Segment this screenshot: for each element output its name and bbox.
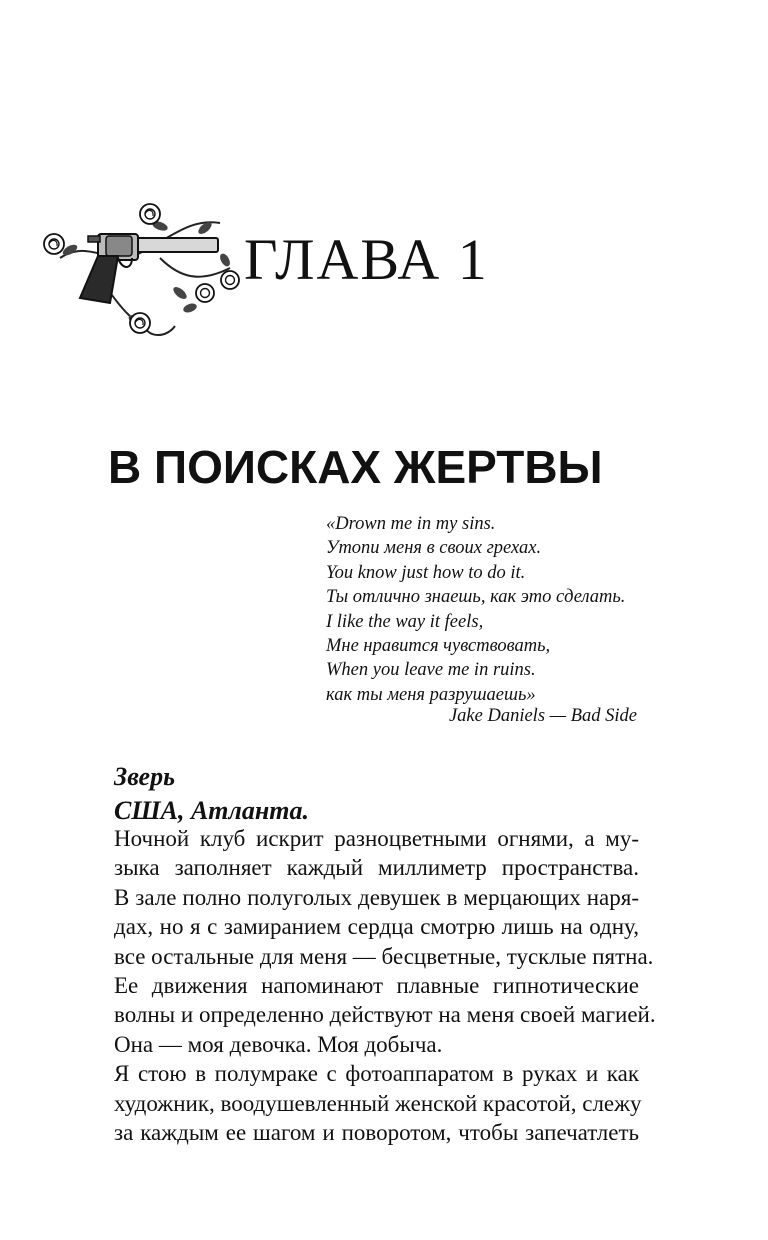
revolver-cylinder [106, 236, 132, 256]
text-line: волны и определенно действуют на меня своей магией. [114, 1002, 656, 1028]
rose-icon [130, 313, 150, 333]
text-line: за каждым ее шагом и поворотом, чтобы запечатлеть [114, 1120, 639, 1146]
rose-icon [221, 271, 239, 289]
text-line: зыка заполняет каждый миллиметр пространства. [114, 855, 639, 881]
epigraph-line: «Drown me in my sins. [326, 514, 496, 534]
epigraph [326, 512, 646, 707]
section-heading [114, 760, 309, 828]
pov-label: Зверь [114, 762, 175, 791]
text-line: дах, но я с замиранием сердца смотрю лишь на одну, [114, 914, 639, 940]
epigraph-line: Утопи меня в своих грехах. [326, 538, 542, 559]
epigraph-line: Мне нравится чувствовать, [326, 636, 551, 657]
text-line: Ее движения напоминают плавные гипнотические [114, 973, 639, 999]
text-line: В зале полно полуголых девушек в мерцающих наря- [114, 884, 639, 910]
text-line: Она — моя девочка. Моя добыча. [114, 1031, 443, 1057]
epigraph-line: You know just how to do it. [326, 562, 526, 583]
leaf [171, 285, 188, 301]
paragraph [81, 971, 656, 1059]
rose-icon [44, 234, 64, 254]
leaf [218, 252, 232, 268]
chapter-number: ГЛАВА 1 [244, 227, 489, 292]
paragraph [81, 824, 654, 971]
rose-icon [140, 204, 160, 224]
text-line: художник, воодушевленный женской красотой, слежу [114, 1090, 642, 1116]
location-label: США, Атланта. [114, 796, 310, 825]
thorn-vine [160, 258, 230, 277]
rose-icon [196, 284, 214, 302]
epigraph-line: как ты меня разрушаешь» [326, 684, 536, 705]
epigraph-line: Ты отлично знаешь, как это сделать. [326, 587, 626, 608]
text-line: Ночной клуб искрит разноцветными огнями, а му- [114, 826, 639, 851]
leaf [182, 302, 198, 314]
text-line: Я стою в полумраке с фотоаппаратом в руках и как [114, 1061, 639, 1087]
revolver-roses-ornament [40, 198, 240, 348]
revolver-hammer [88, 236, 100, 242]
text-line: все остальные для меня — бесцветные, тусклые пятна. [114, 943, 654, 969]
body-text [81, 824, 656, 1147]
chapter-title: В ПОИСКАХ ЖЕРТВЫ [108, 441, 603, 493]
epigraph-line: When you leave me in ruins. [326, 660, 536, 681]
epigraph-attribution: Jake Daniels — Bad Side [448, 706, 637, 726]
paragraph [81, 1059, 642, 1147]
epigraph-line: I like the way it feels, [326, 611, 484, 632]
